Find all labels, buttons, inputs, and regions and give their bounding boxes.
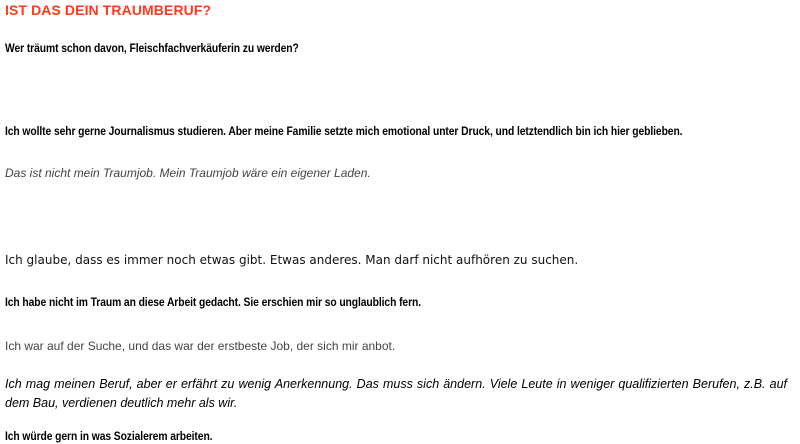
answer-recognition: Ich mag meinen Beruf, aber er erfährt zu wenig Anerkennung. Das muss sich ändern. Viele Leute in weniger qualifizierten Berufen, z.B. auf dem Bau, verdienen deutlich mehr als wir. <box>5 377 787 410</box>
answer-dream-job: Das ist nicht mein Traumjob. Mein Traumjob wäre ein eigener Laden. <box>5 166 371 180</box>
answer-never-dreamed: Ich habe nicht im Traum an diese Arbeit gedacht. Sie erschien mir so unglaublich fern. <box>5 295 422 309</box>
answer-social-work: Ich würde gern in was Sozialerem arbeiten. <box>5 429 213 443</box>
answer-first-job: Ich war auf der Suche, und das war der erstbeste Job, der sich mir anbot. <box>5 339 396 353</box>
page-heading: IST DAS DEIN TRAUMBERUF? <box>5 2 212 18</box>
answer-keep-searching: Ich glaube, dass es immer noch etwas gibt. Etwas anderes. Man darf nicht aufhören zu suchen. <box>5 253 579 267</box>
answer-journalism: Ich wollte sehr gerne Journalismus studieren. Aber meine Familie setzte mich emotional unter Druck, und letztendlich bin ich hier geblieben. <box>5 124 683 138</box>
question-text: Wer träumt schon davon, Fleischfachverkäuferin zu werden? <box>5 41 299 55</box>
